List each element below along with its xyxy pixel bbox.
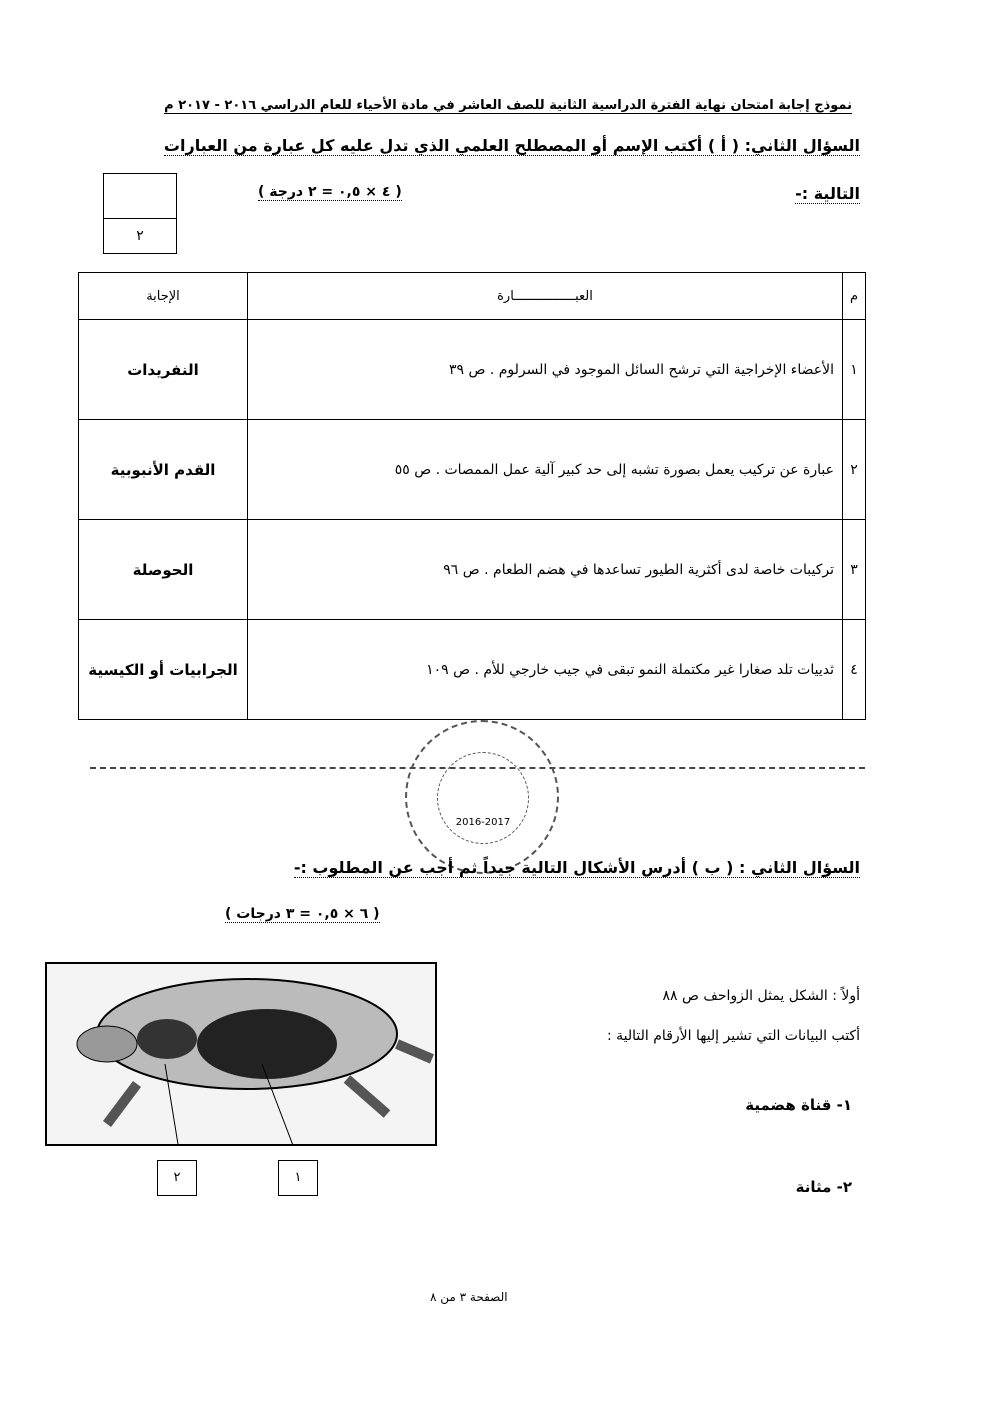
question-a-marks: ( ٤ × ٠,٥ = ٢ درجة ): [258, 184, 402, 200]
table-row: [79, 520, 866, 620]
row-answer: النفريدات: [79, 320, 248, 420]
table-row: [79, 620, 866, 720]
table-header: [79, 273, 866, 320]
row-statement: الأعضاء الإخراجية التي ترشح السائل الموجود في السرلوم . ص ٣٩: [248, 320, 843, 420]
row-statement: عبارة عن تركيب يعمل بصورة تشبه إلى حد كبير آلية عمل الممصات . ص ٥٥: [248, 420, 843, 520]
row-answer: الحوصلة: [79, 520, 248, 620]
answer-1: ١- قناة هضمية: [745, 1096, 852, 1114]
row-num: ١: [843, 320, 866, 420]
question-a-title-cont: التالية :-: [795, 184, 860, 203]
figure-label-1: ١: [278, 1160, 318, 1196]
document-header: نموذج إجابة امتحان نهاية الفترة الدراسية الثانية للصف العاشر في مادة الأحياء للعام الدراسي ٢٠١٦ - ٢٠١٧ م: [164, 98, 852, 113]
figure-label-2: ٢: [157, 1160, 197, 1196]
table-row: [79, 320, 866, 420]
official-stamp: [405, 720, 559, 874]
row-statement: تركيبات خاصة لدى أكثرية الطيور تساعدها في هضم الطعام . ص ٩٦: [248, 520, 843, 620]
row-num: ٣: [843, 520, 866, 620]
score-value: ٢: [136, 228, 144, 244]
row-num: ٢: [843, 420, 866, 520]
answers-table: [78, 272, 866, 720]
instruction: أكتب البيانات التي تشير إليها الأرقام التالية :: [607, 1028, 860, 1044]
question-a-title: السؤال الثاني: ( أ ) أكتب الإسم أو المصطلح العلمي الذي تدل عليه كل عبارة من العبارات: [163, 136, 860, 155]
row-num: ٤: [843, 620, 866, 720]
turtle-illustration: [47, 964, 435, 1144]
answer-2: ٢- مثانة: [795, 1178, 852, 1196]
row-statement: ثدييات تلد صغارا غير مكتملة النمو تبقى في جيب خارجي للأم . ص ١٠٩: [248, 620, 843, 720]
row-answer: الجرابيات أو الكيسية: [79, 620, 248, 720]
header-num: م: [843, 273, 866, 320]
turtle-figure: [45, 962, 437, 1146]
stamp-year: 2016-2017: [437, 752, 529, 844]
header-answer: الإجابة: [79, 273, 248, 320]
question-b-title: السؤال الثاني : ( ب ) أدرس الأشكال التالية جيداً ثم أجب عن المطلوب :-: [293, 858, 860, 877]
header-statement: العبــــــــــــــــارة: [248, 273, 843, 320]
score-blank: [104, 174, 176, 219]
row-answer: القدم الأنبوبية: [79, 420, 248, 520]
page-number: الصفحة ٣ من ٨: [430, 1290, 508, 1304]
question-b-marks: ( ٦ × ٠,٥ = ٣ درجات ): [225, 906, 380, 922]
score-box: [103, 173, 177, 254]
table-row: [79, 420, 866, 520]
figure-caption: أولاً : الشكل يمثل الزواحف ص ٨٨: [662, 988, 860, 1004]
